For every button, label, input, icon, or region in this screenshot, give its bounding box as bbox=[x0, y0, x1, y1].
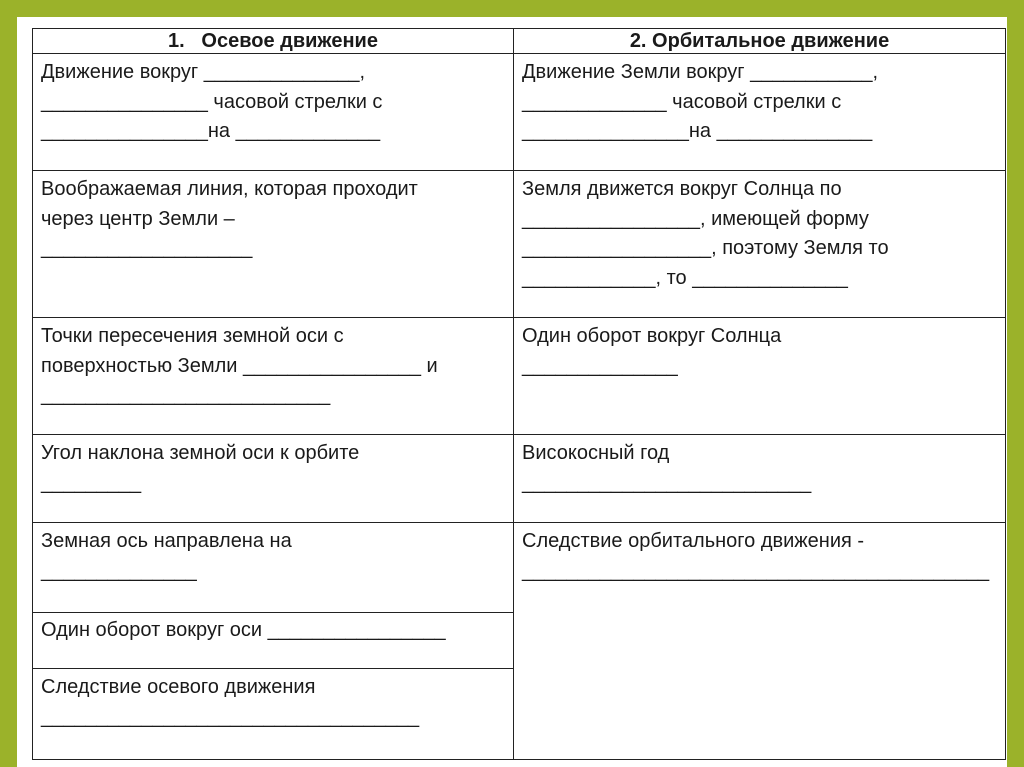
cell-left-4: Угол наклона земной оси к орбите _________ bbox=[33, 435, 514, 523]
cell-left-6: Один оборот вокруг оси ________________ bbox=[33, 613, 514, 669]
cell-right-3: Один оборот вокруг Солнца ______________ bbox=[514, 318, 1006, 435]
table-row bbox=[33, 54, 1006, 171]
cell-left-2: Воображаемая линия, которая проходит через центр Земли – ___________________ bbox=[33, 171, 514, 318]
table-row bbox=[33, 318, 1006, 435]
cell-left-1: Движение вокруг ______________, _______________ часовой стрелки с _______________на _____________ bbox=[33, 54, 514, 171]
worksheet-table bbox=[32, 28, 1006, 760]
header-orbital-motion: 2. Орбитальное движение bbox=[514, 29, 1006, 54]
cell-right-1: Движение Земли вокруг ___________, _____________ часовой стрелки с _______________на ______________ bbox=[514, 54, 1006, 171]
table-row bbox=[33, 171, 1006, 318]
cell-right-5: Следствие орбитального движения - __________________________________________ bbox=[514, 523, 1006, 760]
cell-right-2: Земля движется вокруг Солнца по ________________, имеющей форму _________________, поэтому Земля то ____________, то ______________ bbox=[514, 171, 1006, 318]
table-row bbox=[33, 523, 1006, 613]
cell-left-5: Земная ось направлена на ______________ bbox=[33, 523, 514, 613]
cell-left-7: Следствие осевого движения __________________________________ bbox=[33, 669, 514, 760]
cell-left-3: Точки пересечения земной оси с поверхностью Земли ________________ и __________________________ bbox=[33, 318, 514, 435]
header-row bbox=[33, 29, 1006, 54]
header-axial-motion: 1. Осевое движение bbox=[33, 29, 514, 54]
table-row bbox=[33, 435, 1006, 523]
cell-right-4: Високосный год __________________________ bbox=[514, 435, 1006, 523]
